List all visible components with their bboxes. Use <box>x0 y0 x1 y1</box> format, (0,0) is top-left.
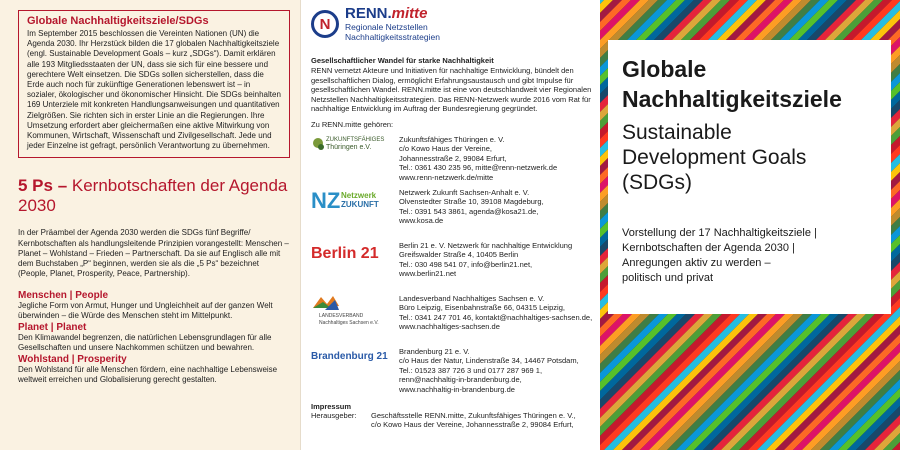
logo-text-a: Berlin 21 <box>311 244 379 262</box>
p-prosperity-text: Den Wohlstand für alle Menschen fördern, eine nachhaltige Lebensweise weltweit erreichen und Globalisierung gerecht gestalten. <box>18 365 278 385</box>
cover-description <box>622 226 884 286</box>
berlin21-logo <box>311 241 399 281</box>
middle-panel <box>300 0 600 450</box>
p-people-text: Jegliche Form von Armut, Hunger und Ungleichheit auf der ganzen Welt überwinden – die Würde des Menschen steht im Mittelpunkt. <box>18 301 273 321</box>
partner-line: Büro Leipzig, Eisenbahnstraße 66, 04315 Leipzig, <box>399 303 565 313</box>
logo-text-b: Nachhaltiges Sachsen e.V. <box>319 319 379 326</box>
partner-zukunftsfaehiges-thueringen <box>311 135 600 188</box>
cover-subtitle-line2: Development Goals <box>622 146 807 169</box>
five-ps-heading-bold: 5 Ps – <box>18 176 68 196</box>
p-prosperity-title: Wohlstand | Prosperity <box>18 354 127 366</box>
cover-subtitle-line3: (SDGs) <box>622 171 692 194</box>
partner-line: c/o Haus der Natur, Lindenstraße 34, 14467 Potsdam, <box>399 356 579 366</box>
cover-subtitle-line1: Sustainable <box>622 121 732 144</box>
renn-mitte-logo <box>311 0 600 42</box>
partner-line: Tel.: 030 498 541 07, info@berlin21.net, <box>399 259 533 269</box>
partner-line: www.renn-netzwerk.de/mitte <box>399 172 494 182</box>
partner-nachhaltiges-sachsen <box>311 294 600 347</box>
renn-description: RENN vernetzt Akteure und Initiativen für nachhaltige Entwicklung, bündelt den gesellschaftlichen Dialog, ermöglicht Erfahrungsaustausch und gibt Impulse für gesellschaftlichen Wandel. RENN.mitte ist eine von deutschlandweit vier Regionalen Netzstellen Nachhaltigkeitsstrategien. Das RENN-Netzwerk wurde 2016 vom Rat für nachhaltige Entwicklung im Auftrag der Bundesregierung gegründet. <box>311 66 592 114</box>
zukunftsfaehiges-thueringen-logo <box>311 135 399 175</box>
partner-line: www.nachhaltiges-sachsen.de <box>399 322 500 332</box>
partner-line: www.nachhaltig-in-brandenburg.de <box>399 384 515 394</box>
partner-line: Zukunftsfähiges Thüringen e. V. <box>399 134 505 144</box>
partner-line: www.berlin21.net <box>399 269 457 279</box>
impressum-key: Herausgeber: <box>311 410 357 420</box>
cover-title-card <box>608 40 891 314</box>
brandenburg21-logo <box>311 347 399 387</box>
five-ps-heading-rest: Kernbotschaften der Agenda 2030 <box>18 176 288 216</box>
partner-line: Berlin 21 e. V. Netzwerk für nachhaltige Entwicklung <box>399 240 573 250</box>
left-panel <box>0 0 300 450</box>
partner-netzwerk-zukunft <box>311 188 600 241</box>
partner-berlin21 <box>311 241 600 294</box>
sdg-box-text: Im September 2015 beschlossen die Vereinten Nationen (UN) die Agenda 2030. Ihr Herzstück bilden die 17 globalen Nachhaltigkeitsziele (engl. Sustainable Development Goals – kurz „SDGs“). Damit erklären alle 193 Mitgliedsstaaten der UN, dass sie sich für eine bessere und gerechtere Welt einsetzen. Die SDGs sollen sicherstellen, dass die Erde auch noch für zukünftige Generationen lebenswert ist – in sozialer, ökologischer und ökonomischer Hinsicht. Die SDGs beinhalten 169 Unterziele mit konkreten Handlungsanweisungen und quantitativen Zielgrößen. Sie richten sich in erster Linie an die Regierungen. Ihre Umsetzung erfordert aber gleichermaßen eine aktive Mitwirkung von Kommunen, Wirtschaft, Wissenschaft und Zivilgesellschaft. Jede und jeder Einzelne ist gefragt, persönlich Verantwortung zu übernehmen. <box>27 29 281 151</box>
partner-line: Greifswalder Straße 4, 10405 Berlin <box>399 250 519 260</box>
partner-line: renn@nachhaltig-in-brandenburg.de, <box>399 375 522 385</box>
renn-logo-sub1: Regionale Netzstellen <box>345 22 428 32</box>
logo-text-a: LANDESVERBAND <box>319 312 364 319</box>
renn-heading: Gesellschaftlicher Wandel für starke Nachhaltigkeit <box>311 56 494 65</box>
renn-logo-name <box>345 6 440 22</box>
partner-line: Netzwerk Zukunft Sachsen-Anhalt e. V. <box>399 187 530 197</box>
sdg-box-title: Globale Nachhaltigkeitsziele/SDGs <box>27 15 209 27</box>
cover-desc-line4: politisch und privat <box>622 272 714 284</box>
partner-line: Tel.: 0341 247 701 46, kontakt@nachhaltiges-sachsen.de, <box>399 312 593 322</box>
logo-text-b: Thüringen e.V. <box>326 143 372 151</box>
netzwerk-zukunft-logo: NZ Netzwerk ZUKUNFT <box>311 187 379 213</box>
logo-text-b: ZUKUNFT <box>341 199 379 209</box>
impressum-line: c/o Kowo Haus der Vereine, Johannesstraße 2, 99084 Erfurt, <box>371 420 574 430</box>
sdg-info-box <box>18 10 290 158</box>
cover-title <box>622 54 842 114</box>
cover-subtitle <box>622 120 806 195</box>
partner-line: c/o Kowo Haus der Vereine, <box>399 144 492 154</box>
partners-label: Zu RENN.mitte gehören: <box>311 119 394 129</box>
renn-logo-mark: N <box>311 10 339 38</box>
p-planet-text: Den Klimawandel begrenzen, die natürlichen Lebensgrundlagen für alle Gesellschaften und unsere Nachkommen schützen und bewahren. <box>18 333 272 353</box>
cover-panel <box>600 0 900 450</box>
partner-line: Johannesstraße 2, 99084 Erfurt, <box>399 153 507 163</box>
partner-brandenburg21 <box>311 347 600 400</box>
renn-logo-name-b: mitte <box>391 5 428 22</box>
cover-desc-line1: Vorstellung der 17 Nachhaltigkeitsziele | <box>622 227 817 239</box>
partner-line: Tel.: 01523 387 726 3 und 0177 287 969 1, <box>399 365 543 375</box>
partner-line: Landesverband Nachhaltiges Sachsen e. V. <box>399 293 545 303</box>
impressum-line: Geschäftsstelle RENN.mitte, Zukunftsfähiges Thüringen e. V., <box>371 410 576 420</box>
impressum-heading: Impressum <box>311 401 352 411</box>
logo-text-a: Netzwerk <box>341 190 377 200</box>
logo-text-a: Brandenburg 21 <box>311 350 388 362</box>
partner-line: www.kosa.de <box>399 216 444 226</box>
partner-line: Brandenburg 21 e. V. <box>399 346 470 356</box>
logo-text-a: ZUKUNFTSFÄHIGES <box>326 136 385 143</box>
five-ps-intro: In der Präambel der Agenda 2030 werden die SDGs fünf Begriffe/ Kernbotschaften als handlungsleitende Prinzipien vorangestellt: Menschen – Planet – Wohlstand – Frieden – Partnerschaft. Da sie auf Englisch alle mit dem Buchstaben „P“ beginnen, werden sie als die „5 Ps“ bezeichnet (People, Planet, Prosperity, Peace, Partnership). <box>18 228 289 279</box>
cover-desc-line2: Kernbotschaften der Agenda 2030 | <box>622 242 795 254</box>
five-ps-heading <box>18 176 290 216</box>
partner-line: Tel.: 0361 430 235 96, mitte@renn-netzwerk.de <box>399 163 558 173</box>
p-people-title: Menschen | People <box>18 290 109 302</box>
cover-title-line1: Globale <box>622 56 707 82</box>
cover-desc-line3: Anregungen aktiv zu werden – <box>622 257 771 269</box>
renn-logo-name-a: RENN. <box>345 5 392 22</box>
cover-title-line2: Nachhaltigkeitsziele <box>622 86 842 112</box>
partner-line: Tel.: 0391 543 3861, agenda@kosa21.de, <box>399 206 539 216</box>
partner-line: Olvenstedter Straße 10, 39108 Magdeburg, <box>399 197 544 207</box>
renn-logo-sub2: Nachhaltigkeitsstrategien <box>345 32 440 42</box>
p-planet-title: Planet | Planet <box>18 322 87 334</box>
impressum-block <box>311 411 600 430</box>
nachhaltiges-sachsen-logo <box>311 294 399 334</box>
